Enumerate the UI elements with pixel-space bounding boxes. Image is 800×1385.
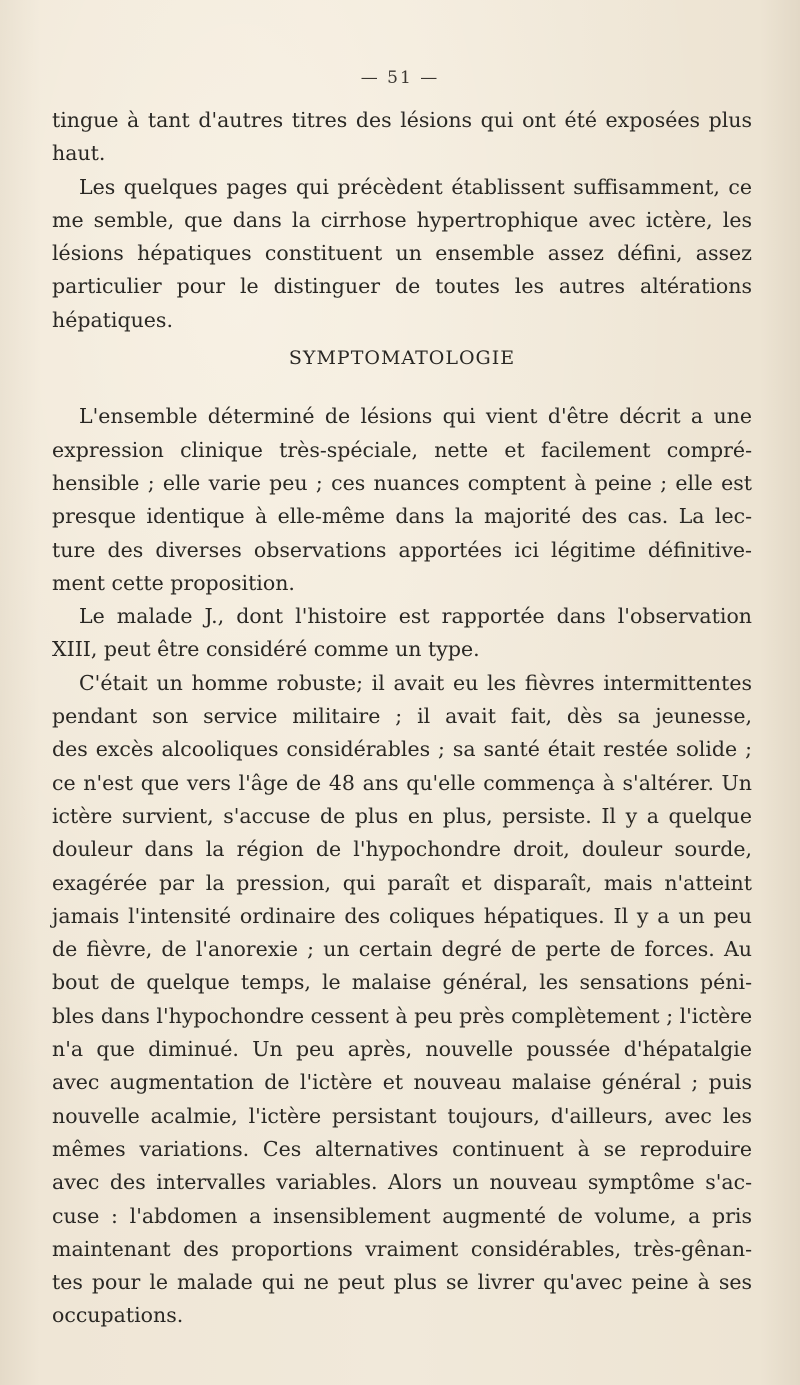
text-line: tingue à tant d'autres titres des lésions qui ont été exposées plus bbox=[52, 108, 752, 132]
text-line: ictère survient, s'accuse de plus en plus, persiste. Il y a quelque bbox=[52, 803, 752, 828]
text-line: douleur dans la région de l'hypochondre droit, douleur sourde, bbox=[52, 837, 752, 862]
text-line: L'ensemble déterminé de lésions qui vient d'être décrit a une bbox=[79, 404, 752, 429]
text-line: Les quelques pages qui précèdent établissent suffisamment, ce bbox=[79, 174, 752, 199]
text-line: me semble, que dans la cirrhose hypertrophique avec ictère, les bbox=[52, 207, 752, 232]
paragraph-continuation bbox=[52, 104, 752, 171]
text-line: jamais l'intensité ordinaire des coliques hépatiques. Il y a un peu bbox=[52, 903, 752, 928]
text-line: XIII, peut être considéré comme un type. bbox=[52, 637, 480, 662]
text-line: avec augmentation de l'ictère et nouveau malaise général ; puis bbox=[52, 1070, 752, 1095]
paragraph bbox=[52, 667, 752, 1333]
page-number: — 51 — bbox=[360, 68, 440, 88]
text-line: hensible ; elle varie peu ; ces nuances comptent à peine ; elle est bbox=[52, 470, 752, 495]
text-line: avec des intervalles variables. Alors un nouveau symptôme s'ac- bbox=[52, 1170, 752, 1195]
text-line: particulier pour le distinguer de toutes les autres altérations bbox=[52, 274, 752, 299]
text-line: n'a que diminué. Un peu après, nouvelle poussée d'hépatalgie bbox=[52, 1037, 752, 1062]
paragraph bbox=[52, 600, 752, 667]
paragraph bbox=[52, 400, 752, 600]
text-line: ment cette proposition. bbox=[52, 570, 295, 595]
text-line: maintenant des proportions vraiment considérables, très-gênan- bbox=[52, 1236, 752, 1261]
paragraph bbox=[52, 171, 752, 337]
text-line: bout de quelque temps, le malaise général, les sensations péni- bbox=[52, 970, 752, 995]
text-line: pendant son service militaire ; il avait fait, dès sa jeunesse, bbox=[52, 704, 752, 729]
text-line: presque identique à elle-même dans la majorité des cas. La lec- bbox=[52, 504, 752, 529]
text-line: C'était un homme robuste; il avait eu les fièvres intermittentes bbox=[79, 670, 752, 695]
text-line: expression clinique très-spéciale, nette et facilement compré- bbox=[52, 437, 752, 462]
text-line: lésions hépatiques constituent un ensemble assez défini, assez bbox=[52, 241, 752, 266]
section-heading: SYMPTOMATOLOGIE bbox=[288, 347, 516, 370]
text-line: hépatiques. bbox=[52, 307, 173, 332]
text-line: exagérée par la pression, qui paraît et disparaît, mais n'atteint bbox=[52, 870, 752, 895]
text-line: bles dans l'hypochondre cessent à peu près complètement ; l'ictère bbox=[52, 1003, 753, 1028]
text-line: haut. bbox=[52, 141, 106, 166]
text-line: des excès alcooliques considérables ; sa santé était restée solide ; bbox=[52, 737, 752, 762]
text-line: occupations. bbox=[52, 1303, 184, 1328]
text-line: cuse : l'abdomen a insensiblement augmenté de volume, a pris bbox=[52, 1203, 752, 1228]
body-text bbox=[52, 104, 752, 1333]
text-line: ture des diverses observations apportées ici légitime définitive- bbox=[52, 537, 752, 562]
text-line: tes pour le malade qui ne peut plus se livrer qu'avec peine à ses bbox=[52, 1270, 752, 1295]
text-line: Le malade J., dont l'histoire est rapportée dans l'observation bbox=[79, 604, 752, 629]
text-line: mêmes variations. Ces alternatives continuent à se reproduire bbox=[52, 1136, 752, 1161]
text-line: de fièvre, de l'anorexie ; un certain degré de perte de forces. Au bbox=[52, 937, 752, 962]
text-line: nouvelle acalmie, l'ictère persistant toujours, d'ailleurs, avec les bbox=[52, 1103, 752, 1128]
text-line: ce n'est que vers l'âge de 48 ans qu'elle commença à s'altérer. Un bbox=[52, 770, 752, 795]
